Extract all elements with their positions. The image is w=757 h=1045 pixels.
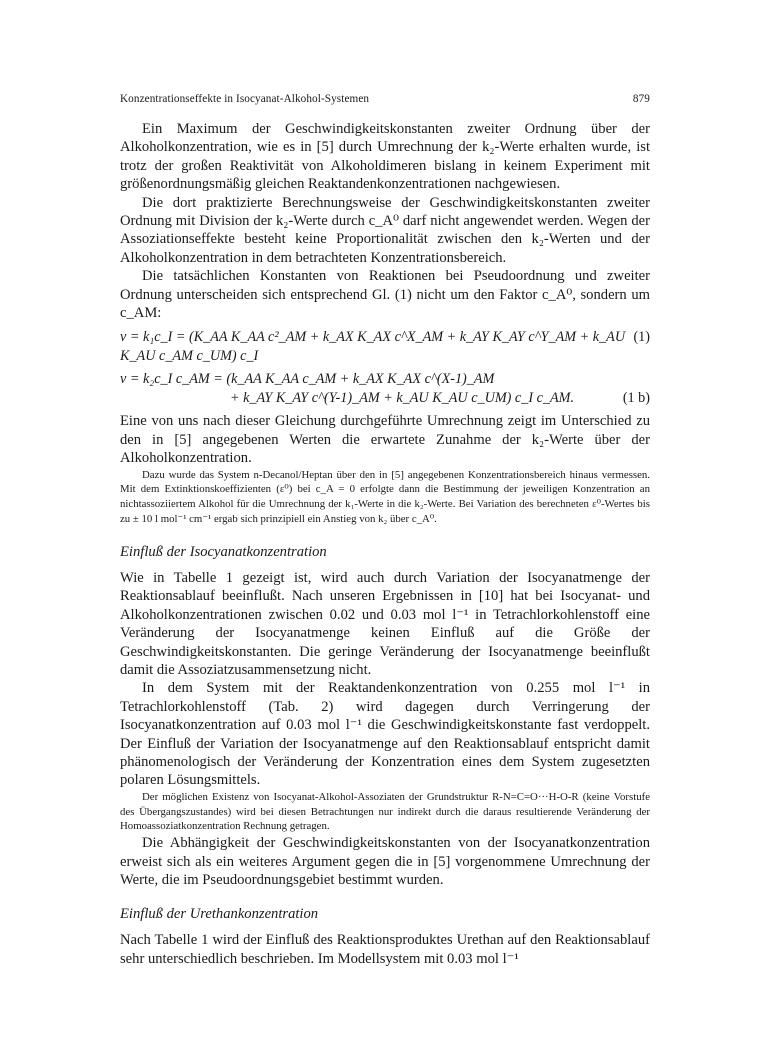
equation-1b-line-1 (120, 370, 650, 389)
equation-1-number: (1) (633, 329, 650, 346)
paragraph-1: Ein Maximum der Geschwindigkeitskonstanten zweiter Ordnung über der Alkoholkonzentration, wie es in [5] durch Umrechnung der k₂-Werte erhalten wurde, ist trotz der großen Reaktivität von Alkoholdimeren bislang in keinem Experiment mit größenordnungsmäßig gleichen Reaktandenkonzentrationen nachgewiesen. (120, 121, 650, 193)
equation-1b-line-2 (120, 389, 650, 408)
paragraph-2: Die dort praktizierte Berechnungsweise der Geschwindigkeitskonstanten zweiter Ordnung mit Division der k₂-Werte durch c_A⁰ darf nicht angewendet werden. Wegen der Assoziationseffekte besteht keine Proportionalität zwischen den k₂-Werten und der Alkoholkonzentration in dem betrachteten Konzentrationsbereich. (120, 194, 650, 266)
section-heading-isocyanate: Einfluß der Isocyanatkonzentration (120, 543, 327, 560)
small-note-1: Dazu wurde das System n-Decanol/Heptan über den in [5] angegebenen Konzentrationsbereich hinaus vermessen. Mit dem Extinktionskoeffizienten (ε⁰) bei c_A = 0 erfolgte dann die Bestimmung der jeweiligen Konzentration an nichtassoziiertem Alkohol für die Umrechnung der k₁-Werte in die k₂-Werte. Bei Variation des berechneten ε⁰-Wertes bis zu ± 10 l mol⁻¹ cm⁻¹ ergab sich prinzipiell ein Anstieg von k₂ über c_A⁰. (120, 468, 650, 526)
equation-1b-body-b: + k_AY K_AY c^(Y-1)_AM + k_AU K_AU c_UM) c_I c_AM. (230, 390, 575, 407)
running-title: Konzentrationseffekte in Isocyanat-Alkohol-Systemen (120, 93, 370, 105)
paragraph-6: In dem System mit der Reaktandenkonzentration von 0.255 mol l⁻¹ in Tetrachlorkohlenstoff (Tab. 2) wird dagegen durch Verringerung der Isocyanatkonzentration auf 0.03 mol l⁻¹ die Geschwindigkeitskonstante fast verdoppelt. Der Einfluß der Variation der Isocyanatmenge auf den Reaktionsablauf entspricht damit phänomenologisch der Veränderung der Konzentration eines dem System zugesetzten polaren Lösungsmittels. (120, 680, 650, 789)
equation-1-body: v = k₁c_I = (K_AA K_AA c²_AM + k_AX K_AX c^X_AM + k_AY K_AY c^Y_AM + k_AU K_AU c_AM c_UM) c_I (120, 329, 626, 365)
small-note-2: Der möglichen Existenz von Isocyanat-Alkohol-Assoziaten der Grundstruktur R-N=C=O···H-O-R (keine Vorstufe des Übergangszustandes) wird bei diesen Betrachtungen nur indirekt durch die daraus resultierende Veränderung der Homoassoziatkonzentration Rechnung getragen. (120, 790, 650, 833)
equation-1b-number: (1 b) (622, 390, 650, 407)
equation-1 (120, 328, 650, 366)
equation-1b-body-a: v = k₂c_I c_AM = (k_AA K_AA c_AM + k_AX K_AX c^(X-1)_AM (120, 371, 495, 388)
page-number: 879 (632, 93, 650, 105)
paragraph-4: Eine von uns nach dieser Gleichung durchgeführte Umrechnung zeigt im Unterschied zu den in [5] angegebenen Werten die erwartete Zunahme der k₂-Werte über der Alkoholkonzentration. (120, 413, 650, 467)
paragraph-7: Die Abhängigkeit der Geschwindigkeitskonstanten von der Isocyanatkonzentration erweist sich als ein weiteres Argument gegen die in [5] vorgenommene Umrechnung der Werte, die im Pseudoordnungsgebiet bestimmt wurden. (120, 835, 650, 888)
paragraph-5: Wie in Tabelle 1 gezeigt ist, wird auch durch Variation der Isocyanatmenge der Reaktionsablauf beeinflußt. Nach unseren Ergebnissen in [10] hat bei Isocyanat- und Alkoholkonzentrationen zwischen 0.02 und 0.03 mol l⁻¹ in Tetrachlorkohlenstoff eine Veränderung der Isocyanatmenge keinen Einfluß auf die Größe der Geschwindigkeitskonstanten. Die geringe Veränderung der Isocyanatmenge beeinflußt damit die Assoziatzusammensetzung nicht. (120, 569, 650, 678)
section-heading-urethane: Einfluß der Urethankonzentration (120, 906, 319, 923)
page-header (120, 93, 650, 105)
paragraph-8: Nach Tabelle 1 wird der Einfluß des Reaktionsproduktes Urethan auf den Reaktionsablauf sehr unterschiedlich beschrieben. Im Modellsystem mit 0.03 mol l⁻¹ (120, 932, 650, 967)
paragraph-3: Die tatsächlichen Konstanten von Reaktionen bei Pseudoordnung und zweiter Ordnung unterscheiden sich entsprechend Gl. (1) nicht um den Faktor c_A⁰, sondern um c_AM: (120, 268, 650, 322)
article-text (120, 120, 650, 968)
